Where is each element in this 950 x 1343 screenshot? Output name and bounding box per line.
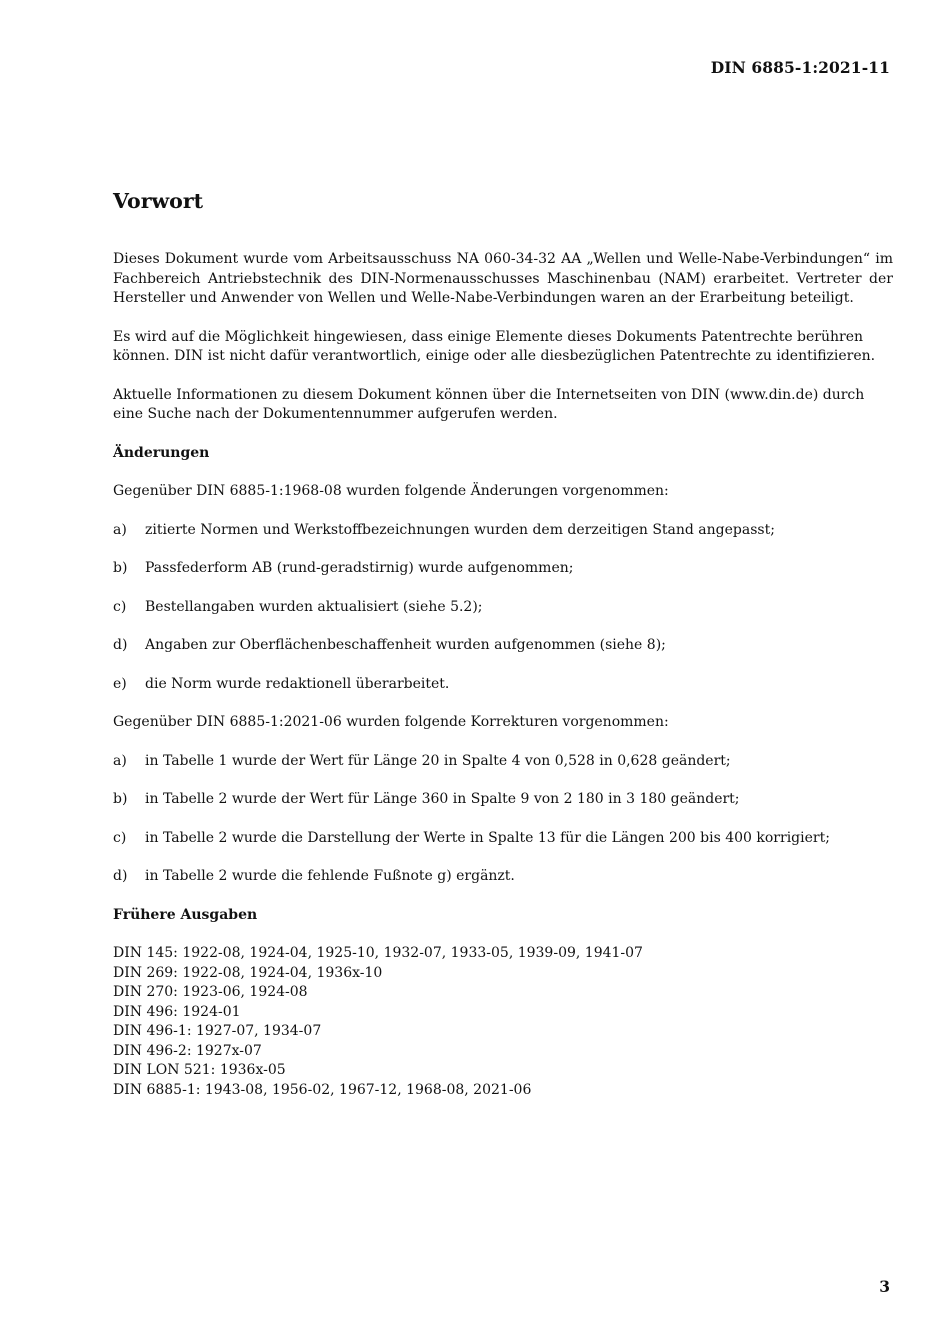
list-item [113, 675, 893, 695]
list-item-text: Bestellangaben wurden aktualisiert (siehe 5.2); [145, 598, 483, 615]
list-item-text: in Tabelle 1 wurde der Wert für Länge 20 in Spalte 4 von 0,528 in 0,628 geändert; [145, 752, 731, 769]
list-item [113, 752, 893, 772]
list-item [113, 521, 893, 541]
list-marker: c) [113, 829, 127, 846]
list-item-text: Angaben zur Oberflächenbeschaffenheit wurden aufgenommen (siehe 8); [145, 637, 666, 653]
edition-line: DIN 496-2: 1927x-07 [113, 1042, 262, 1059]
document-id: DIN 6885-1:2021-11 [710, 58, 890, 77]
page-content [113, 186, 893, 1100]
list-item-text: in Tabelle 2 wurde die fehlende Fußnote g) ergänzt. [145, 868, 515, 884]
list-item [113, 636, 893, 656]
list-item [113, 867, 893, 887]
page-number: 3 [879, 1277, 890, 1296]
edition-line: DIN 6885-1: 1943-08, 1956-02, 1967-12, 1968-08, 2021-06 [113, 1081, 532, 1098]
list-marker: a) [113, 521, 127, 538]
edition-line: DIN 269: 1922-08, 1924-04, 1936x-10 [113, 964, 383, 981]
previous-editions-heading: Frühere Ausgaben [113, 906, 258, 923]
list-marker: d) [113, 868, 128, 884]
changes-heading: Änderungen [113, 444, 210, 461]
edition-line: DIN 496-1: 1927-07, 1934-07 [113, 1023, 322, 1039]
edition-line: DIN LON 521: 1936x-05 [113, 1062, 286, 1078]
edition-line: DIN 145: 1922-08, 1924-04, 1925-10, 1932-07, 1933-05, 1939-09, 1941-07 [113, 945, 643, 961]
intro-paragraph: Dieses Dokument wurde vom Arbeitsausschuss NA 060-34-32 AA „Wellen und Welle-Nabe-Verbindungen“ im Fachbereich Antriebstechnik des DIN-Normenausschusses Maschinenbau (NAM) erarbeitet. Vertreter der Hersteller und Anwender von Wellen und Welle-Nabe-Verbindungen waren an der Erarbeitung beteiligt. [113, 251, 893, 306]
list-marker: c) [113, 598, 127, 615]
changes-list [113, 521, 893, 695]
list-item [113, 790, 893, 810]
list-item-text: in Tabelle 2 wurde die Darstellung der Werte in Spalte 13 für die Längen 200 bis 400 korrigiert; [145, 829, 830, 846]
patent-paragraph: Es wird auf die Möglichkeit hingewiesen, dass einige Elemente dieses Dokuments Patentrechte berühren können. DIN ist nicht dafür verantwortlich, einige oder alle diesbezüglichen Patentrechte zu identifizieren. [113, 328, 876, 364]
list-item [113, 829, 893, 849]
list-item-text: die Norm wurde redaktionell überarbeitet. [145, 675, 450, 692]
list-marker: d) [113, 637, 128, 653]
list-item-text: in Tabelle 2 wurde der Wert für Länge 360 in Spalte 9 von 2 180 in 3 180 geändert; [145, 791, 740, 807]
info-paragraph: Aktuelle Informationen zu diesem Dokument können über die Internetseiten von DIN (www.din.de) durch eine Suche nach der Dokumentennummer aufgerufen werden. [113, 386, 865, 422]
list-marker: b) [113, 791, 128, 807]
list-marker: e) [113, 675, 127, 692]
section-title: Vorwort [113, 189, 204, 213]
list-item [113, 559, 893, 579]
edition-line: DIN 270: 1923-06, 1924-08 [113, 984, 308, 1000]
edition-line: DIN 496: 1924-01 [113, 1003, 241, 1020]
list-item-text: Passfederform AB (rund-geradstirnig) wurde aufgenommen; [145, 560, 574, 576]
list-marker: b) [113, 560, 128, 576]
changes-intro: Gegenüber DIN 6885-1:1968-08 wurden folgende Änderungen vorgenommen: [113, 483, 669, 499]
previous-editions-list [113, 944, 893, 1100]
list-marker: a) [113, 752, 127, 769]
list-item [113, 598, 893, 618]
list-item-text: zitierte Normen und Werkstoffbezeichnungen wurden dem derzeitigen Stand angepasst; [145, 521, 775, 538]
corrections-list [113, 752, 893, 887]
corrections-intro: Gegenüber DIN 6885-1:2021-06 wurden folgende Korrekturen vorgenommen: [113, 714, 669, 730]
